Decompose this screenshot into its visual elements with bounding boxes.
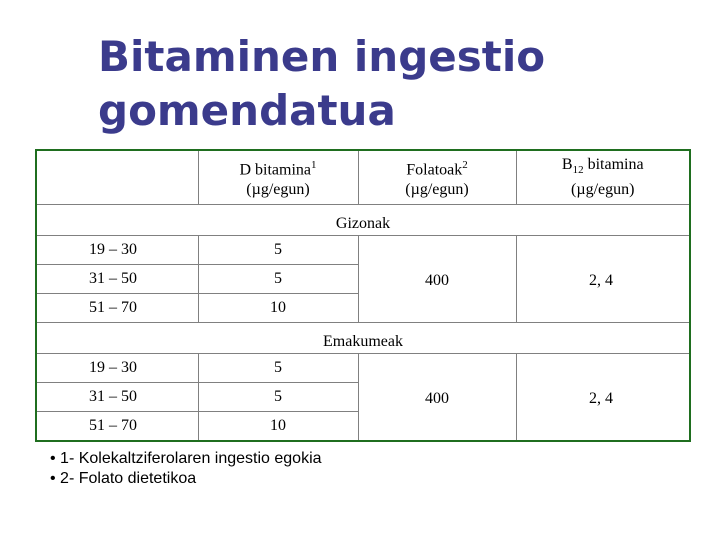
header-vitamin-d: D bitamina$^1$ (µg/egun) xyxy=(198,150,358,205)
age-cell: 31 – 50 xyxy=(36,383,198,412)
footnotes xyxy=(50,449,322,489)
age-cell: 19 – 30 xyxy=(36,236,198,265)
age-cell: 51 – 70 xyxy=(36,294,198,323)
footnote-item: • 1- Kolekaltziferolaren ingestio egokia xyxy=(50,450,322,467)
age-cell: 31 – 50 xyxy=(36,265,198,294)
b12-cell: 2, 4 xyxy=(516,354,690,442)
vitamin-d-cell: 5 xyxy=(198,383,358,412)
folatoak-cell: 400 xyxy=(358,236,516,323)
header-vitamin-b12: $B_{12}$ bitamina (µg/egun) xyxy=(516,150,690,205)
title-line-2: gomendatua xyxy=(98,86,396,135)
table-row xyxy=(36,236,690,265)
vitamin-d-cell: 10 xyxy=(198,412,358,442)
b12-cell: 2, 4 xyxy=(516,236,690,323)
section-row-emakumeak xyxy=(36,323,690,354)
folatoak-cell: 400 xyxy=(358,354,516,442)
header-empty-cell xyxy=(36,150,198,205)
table-header-row xyxy=(36,150,690,205)
footnote-item: • 2- Folato dietetikoa xyxy=(50,470,197,487)
vitamin-d-cell: 5 xyxy=(198,265,358,294)
vitamin-table xyxy=(35,149,691,442)
vitamin-d-cell: 5 xyxy=(198,236,358,265)
age-cell: 51 – 70 xyxy=(36,412,198,442)
vitamin-d-cell: 5 xyxy=(198,354,358,383)
section-label: Gizonak xyxy=(36,205,690,236)
table-row xyxy=(36,354,690,383)
header-folatoak: Folatoak$^2$ (µg/egun) xyxy=(358,150,516,205)
age-cell: 19 – 30 xyxy=(36,354,198,383)
page-title xyxy=(98,30,698,138)
section-label: Emakumeak xyxy=(36,323,690,354)
section-row-gizonak xyxy=(36,205,690,236)
title-line-1: Bitaminen ingestio xyxy=(98,32,546,81)
vitamin-d-cell: 10 xyxy=(198,294,358,323)
